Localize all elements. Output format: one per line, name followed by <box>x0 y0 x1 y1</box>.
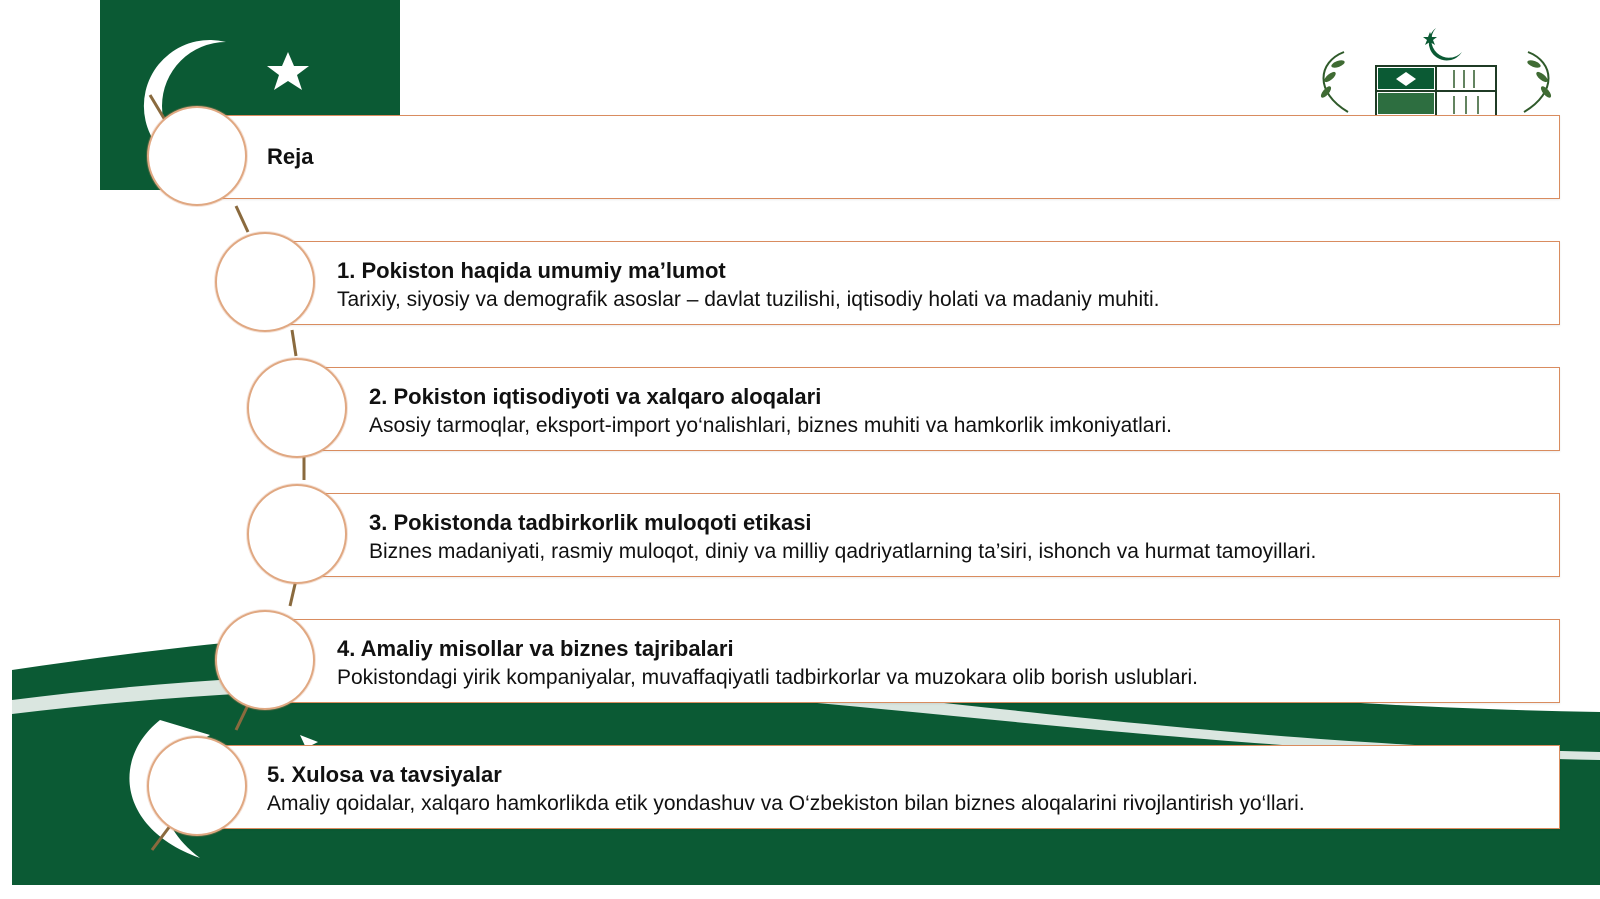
item-title: 4. Amaliy misollar va biznes tajribalari <box>337 636 734 661</box>
list-item-3-circle <box>247 484 347 584</box>
item-description: Tarixiy, siyosiy va demografik asoslar – davlat tuzilishi, iqtisodiy holati va madaniy muhiti. <box>337 288 1160 311</box>
item-description: Asosiy tarmoqlar, eksport-import yo‘nalishlari, biznes muhiti va hamkorlik imkoniyatlari. <box>369 414 1172 437</box>
item-title: 3. Pokistonda tadbirkorlik muloqoti etikasi <box>369 510 812 535</box>
list-item-3 <box>298 493 1560 577</box>
list-item-5-circle <box>147 736 247 836</box>
list-item-1-circle <box>215 232 315 332</box>
page-title: Reja <box>267 144 314 169</box>
header-circle <box>147 106 247 206</box>
item-title: 2. Pokiston iqtisodiyoti va xalqaro aloqalari <box>369 384 822 409</box>
list-item-2 <box>298 367 1560 451</box>
list-item-2-circle <box>247 358 347 458</box>
item-description: Biznes madaniyati, rasmiy muloqot, diniy va milliy qadriyatlarning ta’siri, ishonch va hurmat tamoyillari. <box>369 540 1317 563</box>
list-item-5 <box>200 745 1560 829</box>
list-item-1 <box>266 241 1560 325</box>
item-title: 1. Pokiston haqida umumiy ma’lumot <box>337 258 726 283</box>
pakistan-state-emblem-icon <box>1304 22 1568 118</box>
header-box <box>200 115 1560 199</box>
list-item-4 <box>266 619 1560 703</box>
list-item-4-circle <box>215 610 315 710</box>
item-description: Pokistondagi yirik kompaniyalar, muvaffaqiyatli tadbirkorlar va muzokara olib borish uslublari. <box>337 666 1199 689</box>
item-description: Amaliy qoidalar, xalqaro hamkorlikda etik yondashuv va O‘zbekiston bilan biznes aloqalarini rivojlantirish yo‘llari. <box>267 792 1305 815</box>
item-title: 5. Xulosa va tavsiyalar <box>267 762 502 787</box>
